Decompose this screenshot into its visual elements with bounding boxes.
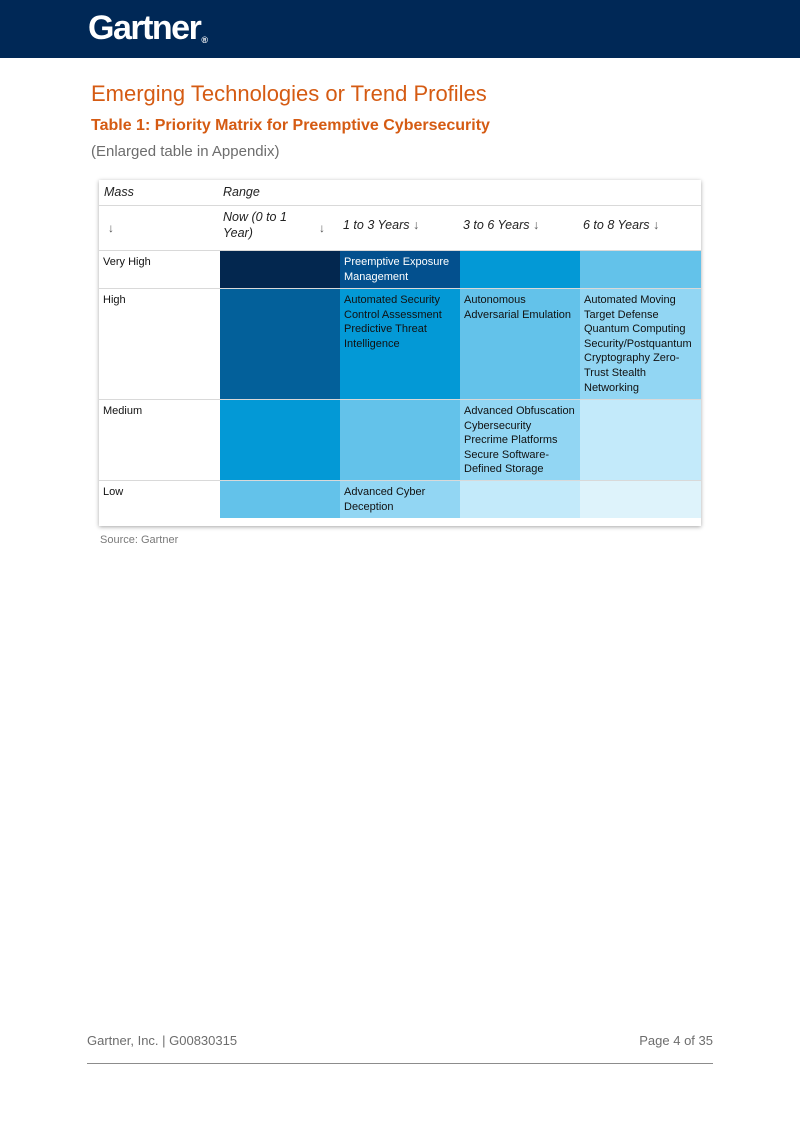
sort-arrow-icon[interactable]: ↓ bbox=[532, 218, 540, 232]
footer-company: Gartner, Inc. | G00830315 bbox=[87, 1033, 238, 1048]
row-label-medium: Medium bbox=[103, 405, 143, 417]
sort-arrow-icon[interactable]: ↓ bbox=[652, 218, 660, 232]
matrix-cell bbox=[580, 481, 701, 518]
matrix-cell bbox=[580, 400, 701, 480]
registered-mark: ® bbox=[201, 35, 208, 45]
table-note: (Enlarged table in Appendix) bbox=[91, 143, 280, 160]
matrix-cell bbox=[220, 481, 340, 518]
column-header-6-8 bbox=[583, 217, 659, 233]
matrix-cell: Autonomous Adversarial Emulation bbox=[460, 289, 580, 399]
column-header-label: 3 to 6 Years bbox=[463, 218, 530, 232]
matrix-cell bbox=[220, 251, 340, 288]
matrix-cell bbox=[460, 481, 580, 518]
matrix-cell: Automated Security Control Assessment Predictive Threat Intelligence bbox=[340, 289, 460, 399]
matrix-cell: Automated Moving Target Defense Quantum Computing Security/Postquantum Cryptography Zero-Trust Stealth Networking bbox=[580, 289, 701, 399]
row-label-very-high: Very High bbox=[103, 256, 151, 268]
section-title: Emerging Technologies or Trend Profiles bbox=[91, 81, 487, 106]
logo-text: Gartner bbox=[88, 9, 201, 47]
mass-header: Mass bbox=[104, 185, 134, 199]
matrix-cell: Advanced Cyber Deception bbox=[340, 481, 460, 518]
matrix-cell bbox=[220, 400, 340, 480]
footer-page-number: Page 4 of 35 bbox=[639, 1033, 713, 1048]
matrix-cell: Preemptive Exposure Management bbox=[340, 251, 460, 288]
header-divider bbox=[99, 205, 701, 206]
column-header-1-3 bbox=[343, 217, 419, 233]
matrix-cell: Advanced Obfuscation Cybersecurity Precrime Platforms Secure Software-Defined Storage bbox=[460, 400, 580, 480]
table-title: Table 1: Priority Matrix for Preemptive Cybersecurity bbox=[91, 117, 490, 134]
matrix-cell bbox=[580, 251, 701, 288]
column-header-label: 6 to 8 Years bbox=[583, 218, 650, 232]
column-header-now: Now (0 to 1 Year) bbox=[223, 210, 287, 240]
matrix-cell bbox=[220, 289, 340, 399]
footer-divider bbox=[87, 1063, 713, 1064]
range-header: Range bbox=[223, 185, 260, 199]
matrix-cell bbox=[460, 251, 580, 288]
sort-arrow-icon[interactable]: ↓ bbox=[319, 221, 325, 235]
matrix-cell bbox=[340, 400, 460, 480]
gartner-logo bbox=[88, 8, 208, 48]
priority-matrix-table bbox=[99, 180, 701, 526]
column-header-3-6 bbox=[463, 217, 539, 233]
sort-arrow-icon[interactable]: ↓ bbox=[412, 218, 420, 232]
column-header-label: 1 to 3 Years bbox=[343, 218, 410, 232]
sort-arrow-icon[interactable]: ↓ bbox=[108, 221, 114, 235]
source-note: Source: Gartner bbox=[100, 534, 179, 546]
header-bar bbox=[0, 0, 800, 58]
row-label-high: High bbox=[103, 294, 126, 306]
row-label-low: Low bbox=[103, 486, 124, 498]
